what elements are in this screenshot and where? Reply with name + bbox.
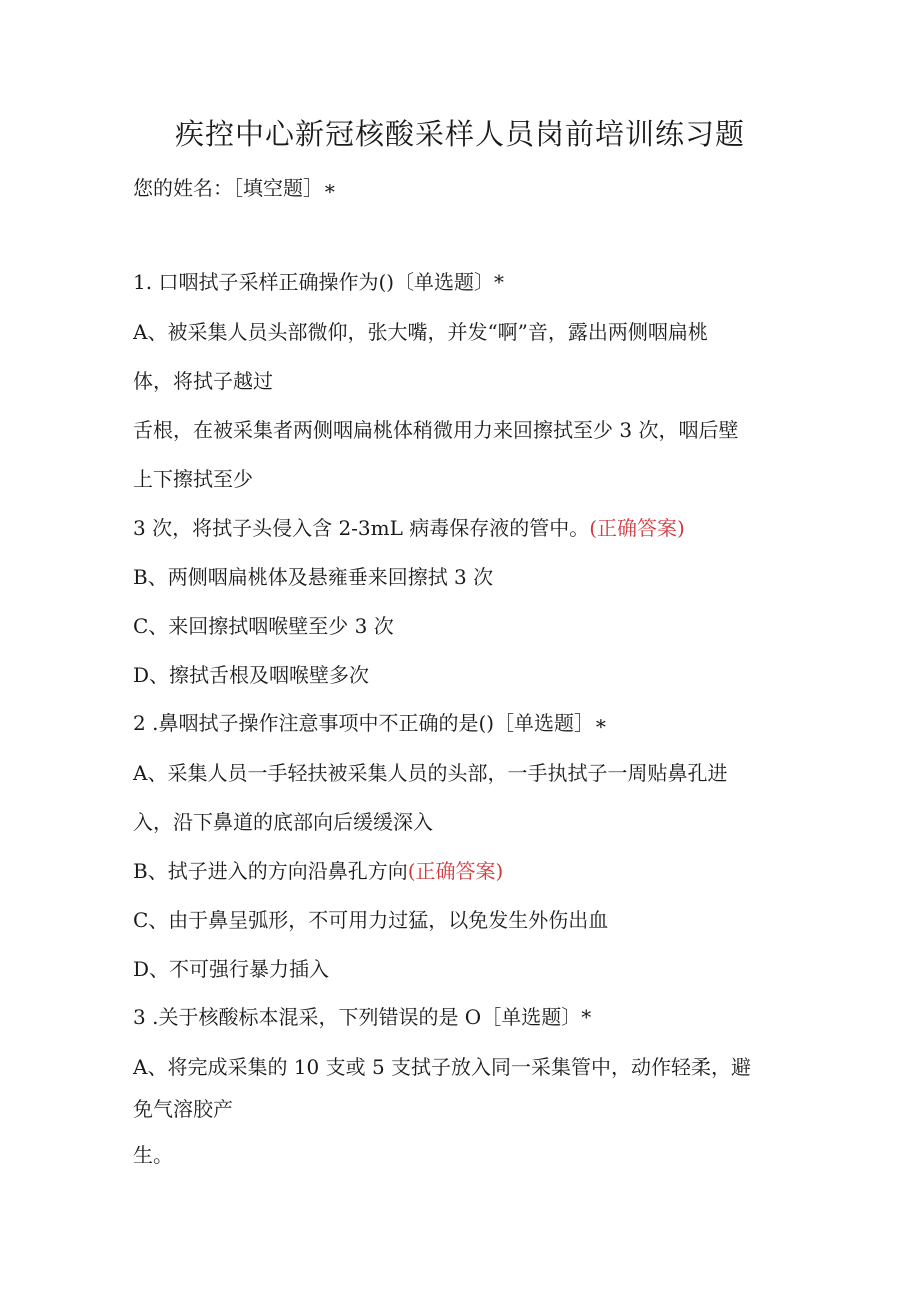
question-1-option-c: C、来回擦拭咽喉壁至少 3 次 xyxy=(133,614,394,638)
question-1-option-a-line-4: 上下擦拭至少 xyxy=(133,467,253,491)
question-1-option-a-line-5 xyxy=(133,514,685,542)
question-2-stem: 2 .鼻咽拭子操作注意事项中不正确的是()［单选题］∗ xyxy=(133,711,608,735)
question-2-option-c: C、由于鼻呈弧形，不可用力过猛，以免发生外伤出血 xyxy=(133,908,609,932)
correct-answer-tag: (正确答案) xyxy=(589,516,685,540)
question-1-option-a-line-1: A、被采集人员头部微仰，张大嘴，并发“啊”音，露出两侧咽扁桃 xyxy=(133,320,708,344)
question-2-option-a-line-2: 入，沿下鼻道的底部向后缓缓深入 xyxy=(133,810,433,834)
question-1-option-a-line-2: 体，将拭子越过 xyxy=(133,369,273,393)
question-1-option-a-line-3: 舌根，在被采集者两侧咽扁桃体稍微用力来回擦拭至少 3 次，咽后壁 xyxy=(133,418,739,442)
question-3-option-a-line-3: 生。 xyxy=(133,1143,173,1167)
correct-answer-tag: (正确答案) xyxy=(407,859,504,883)
question-2-option-d: D、不可强行暴力插入 xyxy=(133,957,330,981)
question-1-option-b: B、两侧咽扁桃体及悬雍垂来回擦拭 3 次 xyxy=(133,565,494,589)
question-3-option-a-line-1: A、将完成采集的 10 支或 5 支拭子放入同一采集管中，动作轻柔，避 xyxy=(133,1055,752,1079)
question-1-option-a-line-5-text: 3 次，将拭子头侵入含 2-3mL 病毒保存液的管中。 xyxy=(133,516,590,540)
question-2-option-b-text: B、拭子进入的方向沿鼻孔方向 xyxy=(133,859,408,883)
question-1-stem: 1. 口咽拭子采样正确操作为()〔单选题〕* xyxy=(133,270,505,294)
question-3-stem: 3 .关于核酸标本混采，下列错误的是 O［单选题〕* xyxy=(133,1005,592,1029)
question-3-option-a-line-2: 免气溶胶产 xyxy=(133,1097,233,1121)
name-prompt: 您的姓名：［填空题］∗ xyxy=(133,176,337,200)
question-2-option-b xyxy=(133,857,503,885)
question-2-option-a-line-1: A、采集人员一手轻扶被采集人员的头部，一手执拭子一周贴鼻孔进 xyxy=(133,761,728,785)
question-1-option-d: D、擦拭舌根及咽喉壁多次 xyxy=(133,663,370,687)
document-title: 疾控中心新冠核酸采样人员岗前培训练习题 xyxy=(174,117,745,151)
